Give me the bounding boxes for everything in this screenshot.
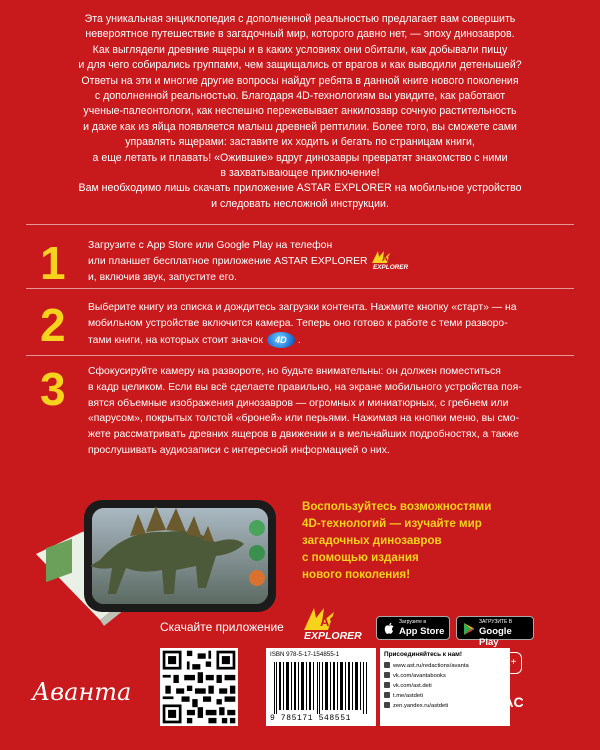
- logo-large-ast-text: AST: [320, 614, 346, 629]
- social-link[interactable]: zen.yandex.ru/astdeti: [384, 702, 448, 711]
- intro-line: Вам необходимо лишь скачать приложение ASTAR EXPLORER на мобильное устройство: [78, 182, 522, 195]
- step-number-3: 3: [40, 363, 66, 415]
- intro-line: и для чего собирались группами, чем защищались от врагов и как выводили детенышей?: [78, 59, 522, 72]
- social-block: [380, 648, 510, 726]
- step-line: прослушивать аудиозаписи с интересной информацией о них.: [88, 444, 390, 456]
- intro-line: в захватывающее приключение!: [220, 167, 380, 180]
- divider: [26, 224, 574, 225]
- social-link[interactable]: www.ast.ru/redactions/avanta: [384, 662, 469, 671]
- phone-dinosaur-illustration: [30, 470, 300, 640]
- astar-explorer-logo-large-icon: [300, 606, 364, 642]
- promo-text: [302, 498, 522, 583]
- step-line: вятся объемные изображения динозавров — огромных и миниатюрных, с гребнем или: [88, 397, 509, 409]
- intro-line: а еще летать и плавать! «Ожившие» вдруг динозавры превратят знакомство с ними: [92, 151, 508, 164]
- age-rating-badge: 12+: [494, 652, 522, 674]
- divider: [26, 288, 574, 289]
- promo-line: с помощью издания: [302, 551, 419, 564]
- isbn-text: ISBN 978-5-17-154855-1: [270, 651, 340, 658]
- isbn-block: [266, 648, 376, 726]
- intro-line: невероятное путешествие в загадочный мир, которого давно нет, — эпоху динозавров.: [85, 28, 515, 41]
- step-line: Загрузите с App Store или Google Play на телефон: [88, 240, 333, 251]
- social-link[interactable]: vk.com/avantabooks: [384, 672, 446, 681]
- promo-line: Воспользуйтесь возможностями: [302, 500, 492, 513]
- social-heading: Присоединяйтесь к нам!: [384, 651, 463, 658]
- zen-icon: [384, 702, 390, 708]
- vk-icon: [384, 672, 390, 678]
- step-2-text: [88, 300, 558, 348]
- barcode-number: 9 785171 548551: [270, 714, 352, 723]
- divider: [26, 355, 574, 356]
- step-line: жете рассматривать древних ящеров в движении и в мельчайших подробностях, а также: [88, 429, 519, 441]
- qr-code-icon[interactable]: [160, 648, 238, 726]
- step-line: мобильном устройстве включится камера. Теперь оно готово к работе с теми разворо-: [88, 317, 508, 329]
- step-number-1: 1: [40, 237, 66, 289]
- logo-explorer-text: EXPLORER: [373, 264, 409, 271]
- barcode-icon: [272, 662, 370, 714]
- intro-line: и даже как из яйца появляется малыш древней рептилии. Более того, вы сможете сами: [83, 120, 517, 133]
- intro-line: и следовать несложной инструкции.: [211, 197, 389, 210]
- download-label: Скачайте приложение: [160, 620, 284, 634]
- app-store-label: App Store: [399, 626, 445, 637]
- telegram-icon: [384, 692, 390, 698]
- step-1-text: [88, 238, 378, 285]
- 4d-badge-icon: 4D: [267, 332, 295, 348]
- logo-ast-text: AST: [382, 254, 398, 263]
- intro-text: [40, 12, 560, 212]
- step-3-text: [88, 364, 568, 459]
- intro-line: управлять ящерами: заставите их ходить и бегать по страницам книги,: [125, 136, 475, 149]
- step-line: «парусом», покрытых толстой «броней» или перьями. Нажимая на кнопки меню, вы смо-: [88, 413, 520, 425]
- promo-line: 4D-технологий — изучайте мир: [302, 517, 482, 530]
- intro-line: Как выглядели древние ящеры и в каких условиях они обитали, как добывали пищу: [92, 43, 508, 56]
- step-line: или планшет бесплатное приложение ASTAR EXPLORER: [88, 255, 368, 267]
- apple-icon: [381, 621, 397, 637]
- app-store-button[interactable]: [376, 616, 450, 640]
- google-play-button[interactable]: [456, 616, 534, 648]
- web-icon: [384, 662, 390, 668]
- intro-line: Ответы на эти и многие другие вопросы найдут ребята в данной книге нового поколения: [81, 74, 519, 87]
- step-line: в кадр целиком. Если вы всё сделаете правильно, на экране мобильного устройства поя-: [88, 381, 522, 393]
- promo-line: нового поколения!: [302, 568, 411, 581]
- promo-line: загадочных динозавров: [302, 534, 442, 547]
- step-number-2: 2: [40, 299, 66, 351]
- step-line: Выберите книгу из списка и дождитесь загрузки контента. Нажмите кнопку «старт» — на: [88, 302, 517, 313]
- vk-icon: [384, 682, 390, 688]
- google-play-label: Google Play: [479, 626, 512, 648]
- google-play-small-label: ЗАГРУЗИТЕ В: [479, 619, 513, 625]
- step-line: тами книги, на которых стоит значок 4D .: [88, 332, 558, 349]
- publisher-logo: Аванта: [32, 678, 132, 706]
- intro-line: Эта уникальная энциклопедия с дополненной реальностью предлагает вам совершить: [84, 13, 516, 25]
- step-line: и, включив звук, запустите его.: [88, 271, 237, 283]
- astar-explorer-logo-icon: [370, 249, 410, 271]
- intro-line: ученые-палеонтологи, как неспешно пережевывает анкилозавр сочную растительность: [83, 105, 517, 118]
- google-play-icon: [461, 621, 477, 637]
- social-link[interactable]: t.me/astdeti: [384, 692, 423, 701]
- step-line: Сфокусируйте камеру на развороте, но будьте внимательны: он должен поместиться: [88, 366, 501, 377]
- social-link[interactable]: vk.com/ast.deti: [384, 682, 432, 691]
- eac-mark-icon: EAC: [494, 694, 524, 710]
- app-store-small-label: Загрузите в: [399, 619, 426, 625]
- logo-large-explorer-text: EXPLORER: [304, 630, 362, 642]
- step-line-text: тами книги, на которых стоит значок: [88, 334, 263, 346]
- intro-line: с дополненной реальностью. Благодаря 4D-технологиям вы увидите, как работают: [94, 90, 506, 103]
